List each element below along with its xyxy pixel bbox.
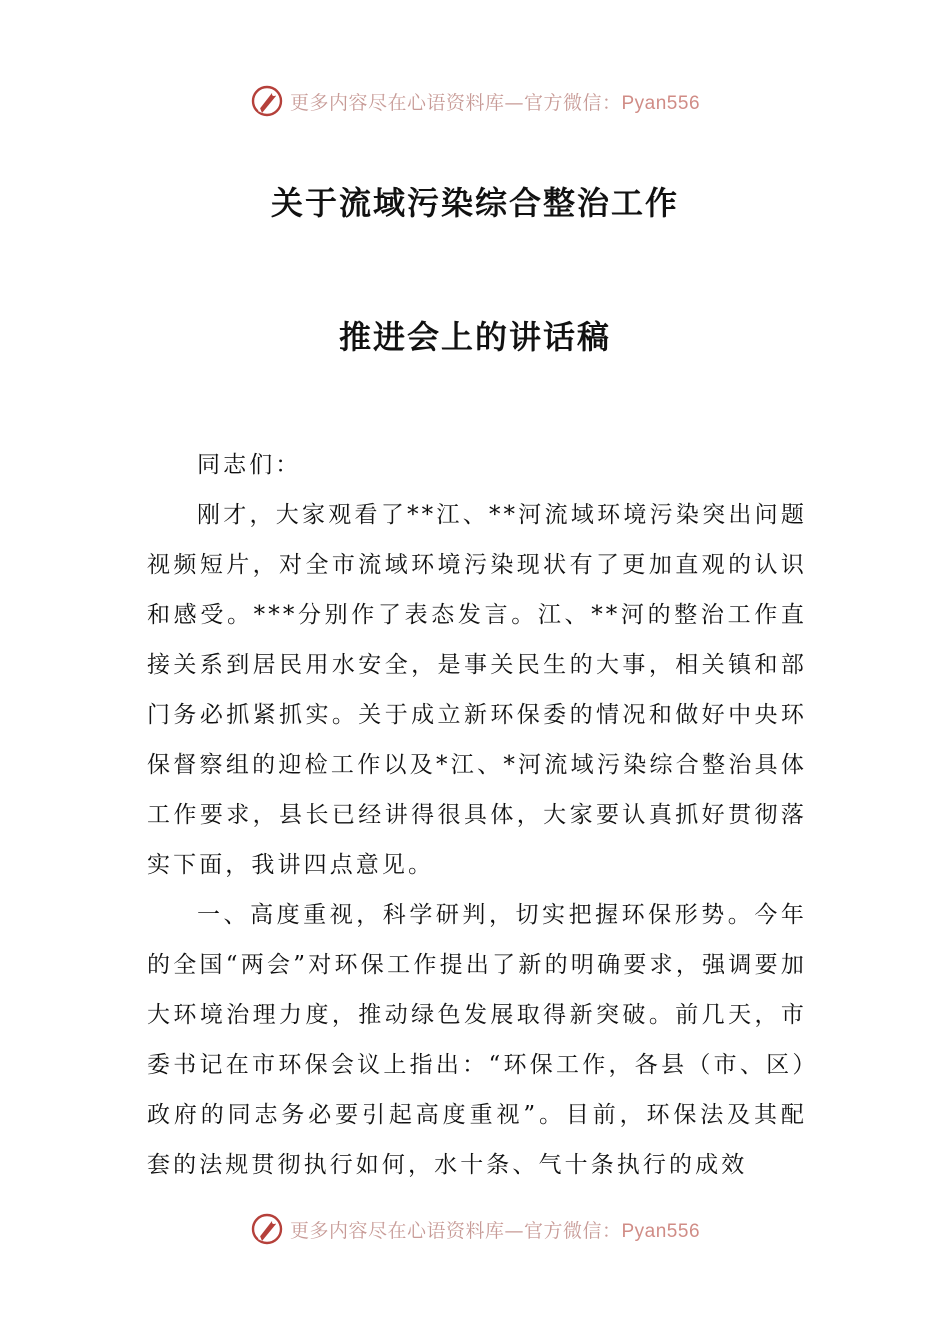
watermark-handle: Pyan556	[621, 92, 701, 114]
document-title-line-2: 推进会上的讲话稿	[338, 318, 611, 356]
watermark-text: 更多内容尽在心语资料库—官方微信：	[289, 1219, 622, 1242]
document-title-line-1: 关于流域污染综合整治工作	[270, 184, 679, 222]
pen-logo-icon	[250, 1212, 284, 1246]
watermark-text: 更多内容尽在心语资料库—官方微信：	[289, 91, 622, 114]
header-watermark	[0, 84, 950, 118]
document-body	[147, 440, 807, 1190]
pen-logo-icon	[250, 84, 284, 118]
body-paragraph-1: 刚才，大家观看了**江、**河流域环境污染突出问题视频短片，对全市流域环境污染现状有了更加直观的认识和感受。***分别作了表态发言。江、**河的整治工作直接关系到居民用水安全，是事关民生的大事，相关镇和部门务必抓紧抓实。关于成立新环保委的情况和做好中央环保督察组的迎检工作以及*江、*河流域污染综合整治具体工作要求，县长已经讲得很具体，大家要认真抓好贯彻落实下面，我讲四点意见。	[147, 502, 807, 878]
footer-watermark	[0, 1212, 950, 1246]
body-paragraph-2: 一、高度重视，科学研判，切实把握环保形势。今年的全国“两会”对环保工作提出了新的明确要求，强调要加大环境治理力度，推动绿色发展取得新突破。前几天，市委书记在市环保会议上指出：“环保工作，各县（市、区）政府的同志务必要引起高度重视”。目前，环保法及其配套的法规贯彻执行如何，水十条、气十条执行的成效	[147, 902, 807, 1178]
salutation-paragraph: 同志们：	[197, 452, 302, 478]
watermark-handle: Pyan556	[621, 1220, 701, 1242]
